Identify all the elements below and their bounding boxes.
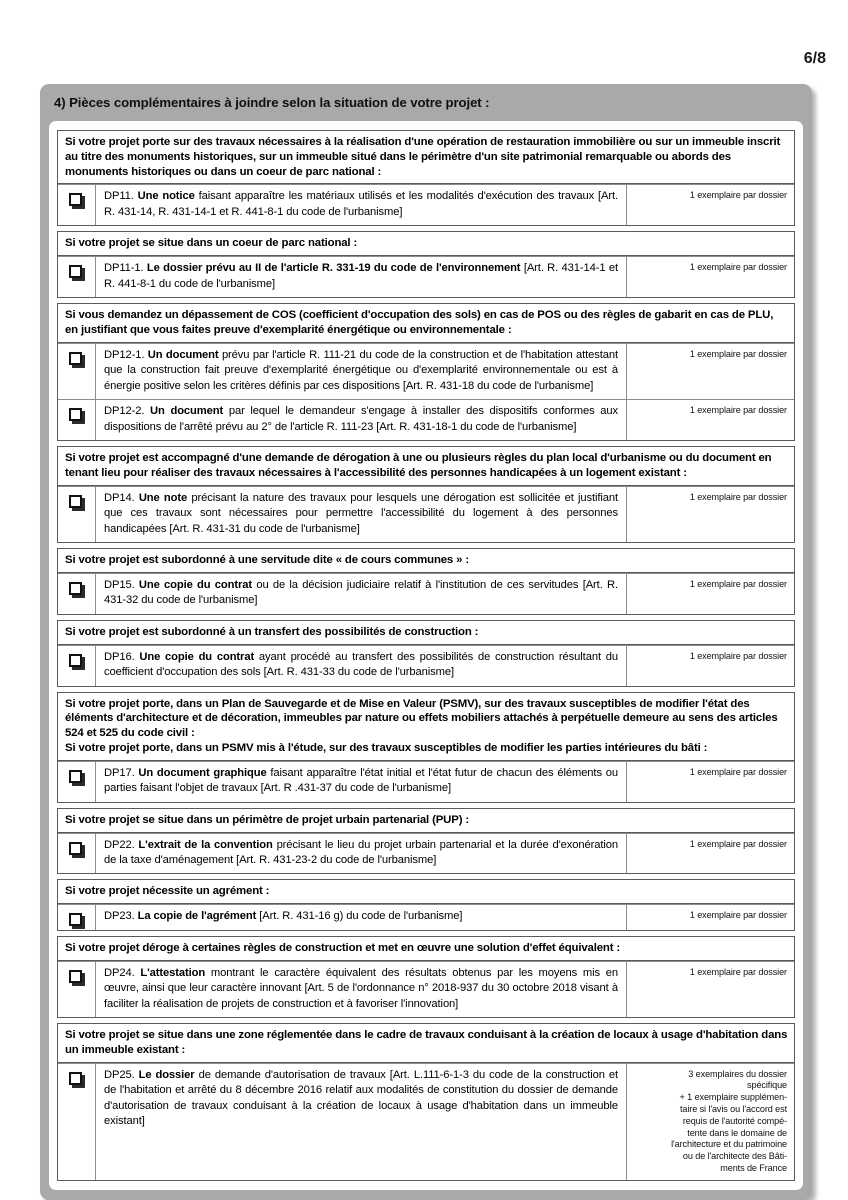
checkbox-cell[interactable] xyxy=(58,257,96,297)
requirement-description xyxy=(96,834,626,874)
groups-container xyxy=(57,130,795,1181)
requirement-group xyxy=(57,231,795,298)
table-row xyxy=(58,645,794,686)
group-condition-text: Si votre projet est accompagné d'une demande de dérogation à une ou plusieurs règles du plan local d'urbanisme ou du document en tenant lieu pour réaliser des travaux nécessaires à l'accessibilité des personnes handicapées à un logement existant : xyxy=(65,452,772,479)
group-condition-header xyxy=(58,621,794,645)
group-condition-text: Si votre projet déroge à certaines règles de construction et met en œuvre une solution d'effet équivalent : xyxy=(65,941,621,954)
checkbox-dp16[interactable] xyxy=(69,654,82,667)
checkbox-dp22[interactable] xyxy=(69,842,82,855)
checkbox-dp15[interactable] xyxy=(69,582,82,595)
requirement-title: La copie de l'agrément xyxy=(137,910,257,923)
checkbox-cell[interactable] xyxy=(58,834,96,874)
group-condition-header xyxy=(58,549,794,573)
requirement-title: Un document xyxy=(147,348,219,361)
table-row xyxy=(58,961,794,1017)
page-number: 6/8 xyxy=(803,50,826,67)
group-condition-header xyxy=(58,232,794,256)
copies-required-line: requis de l'autorité compé- xyxy=(682,1115,787,1126)
checkbox-dp14[interactable] xyxy=(69,495,82,508)
requirement-title: Une note xyxy=(138,491,188,504)
requirement-detail: ayant procédé au transfert des possibilités de construction résultant du coefficient d'occupation des sols [Art. R. 431-33 du code de l'urbanisme] xyxy=(104,650,618,679)
group-condition-text: Si votre projet est subordonné à un transfert des possibilités de construction : xyxy=(65,625,479,638)
requirement-description xyxy=(96,762,626,802)
copies-required-line: 1 exemplaire par dossier xyxy=(689,766,787,777)
requirement-detail: faisant apparaître les matériaux utilisés et les modalités d'exécution des travaux [Art. R. 431-14, R. 431-14-1 et R. 441-8-1 du code de l'urbanisme] xyxy=(104,190,618,218)
copies-required xyxy=(626,185,794,225)
table-row xyxy=(58,486,794,542)
group-condition-header xyxy=(58,693,794,761)
table-row xyxy=(58,399,794,440)
copies-required-line: 1 exemplaire par dossier xyxy=(689,578,787,589)
copies-required xyxy=(626,257,794,297)
copies-required-line: 1 exemplaire par dossier xyxy=(689,491,787,502)
checkbox-cell[interactable] xyxy=(58,1064,96,1180)
copies-required-line: 1 exemplaire par dossier xyxy=(689,838,787,849)
table-row xyxy=(58,904,794,929)
requirement-group xyxy=(57,303,795,441)
copies-required-line: taire si l'avis ou l'accord est xyxy=(679,1104,787,1115)
table-row xyxy=(58,343,794,399)
copies-required xyxy=(626,574,794,614)
checkbox-cell[interactable] xyxy=(58,762,96,802)
requirement-detail: [Art. R. 431-16 g) du code de l'urbanisme] xyxy=(259,910,463,923)
copies-required xyxy=(626,834,794,874)
requirement-title: Une copie du contrat xyxy=(139,650,255,663)
group-condition-header xyxy=(58,809,794,833)
requirement-code: DP11. xyxy=(104,190,134,203)
requirement-description xyxy=(96,344,626,399)
copies-required-line: ou de l'architecte des Bâti- xyxy=(682,1151,787,1162)
requirement-detail: [Art. R. 431-14-1 et R. 441-8-1 du code de l'urbanisme] xyxy=(104,262,619,290)
copies-required-line: 1 exemplaire par dossier xyxy=(689,910,787,921)
copies-required xyxy=(626,646,794,686)
table-row xyxy=(58,1063,794,1180)
requirement-detail: précisant la nature des travaux pour lesquels une dérogation est sollicitée et justifiant que ces travaux sont nécessaires pour permettre l'accessibilité du logement à des personnes handicapées [Art. R. 431-31 du code de l'urbanisme] xyxy=(104,491,619,535)
requirement-code: DP24. xyxy=(104,966,135,979)
copies-required xyxy=(626,762,794,802)
section-title: 4) Pièces complémentaires à joindre selon la situation de votre projet : xyxy=(54,95,490,110)
checkbox-cell[interactable] xyxy=(58,185,96,225)
requirement-detail: ou de la décision judiciaire relatif à l'institution de ces servitudes [Art. R. 431-32 du code de l'urbanisme] xyxy=(104,578,618,607)
requirement-code: DP16. xyxy=(104,650,135,663)
copies-required-line: 1 exemplaire par dossier xyxy=(689,966,787,977)
section-frame xyxy=(40,84,812,1200)
checkbox-dp11[interactable] xyxy=(69,193,82,206)
group-condition-header xyxy=(58,1024,794,1063)
requirement-description xyxy=(96,962,626,1017)
copies-required-line: ments de France xyxy=(720,1163,787,1174)
copies-required xyxy=(626,962,794,1017)
checkbox-cell[interactable] xyxy=(58,905,96,929)
requirement-description xyxy=(96,400,626,440)
checkbox-dp11-1[interactable] xyxy=(69,265,82,278)
checkbox-dp17[interactable] xyxy=(69,770,82,783)
requirement-group xyxy=(57,1023,795,1181)
copies-required-line: 1 exemplaire par dossier xyxy=(689,348,787,359)
copies-required-line: 1 exemplaire par dossier xyxy=(689,190,787,201)
group-condition-text-secondary: Si votre projet porte, dans un PSMV mis à l'étude, sur des travaux susceptibles de modifier les parties intérieures du bâti : xyxy=(65,742,708,755)
requirement-title: Le dossier prévu au II de l'article R. 331-19 du code de l'environnement xyxy=(146,262,521,275)
table-row xyxy=(58,761,794,802)
checkbox-dp25[interactable] xyxy=(69,1072,82,1085)
requirement-code: DP25. xyxy=(104,1068,135,1081)
checkbox-cell[interactable] xyxy=(58,962,96,1017)
copies-required-line: 1 exemplaire par dossier xyxy=(689,405,787,416)
group-condition-text: Si vous demandez un dépassement de COS (coefficient d'occupation des sols) en cas de POS ou des règles de gabarit en cas de PLU, en justifiant que vous faites preuve d'exemplarité énergétique ou environnementale : xyxy=(65,309,774,336)
requirement-title: L'attestation xyxy=(140,966,206,979)
requirement-group xyxy=(57,446,795,543)
group-condition-text: Si votre projet se situe dans une zone réglementée dans le cadre de travaux conduisant à la création de locaux à usage d'habitation dans un immeuble existant : xyxy=(65,1028,788,1056)
requirement-code: DP14. xyxy=(104,491,135,504)
copies-required-line: 1 exemplaire par dossier xyxy=(689,262,787,273)
requirement-description xyxy=(96,574,626,614)
requirement-detail: par lequel le demandeur s'engage à installer des dispositifs conformes aux dispositions de l'arrêté prévu au 2° de l'article R. 111-23 [Art. R. 431-18-1 du code de l'urbanisme] xyxy=(104,405,619,433)
requirement-detail: faisant apparaître l'état initial et l'état futur de chacun des éléments ou parties faisant l'objet de travaux [Art. R .431-37 du code de l'urbanisme] xyxy=(104,766,618,795)
requirement-description xyxy=(96,257,626,297)
requirement-description xyxy=(96,185,626,225)
requirement-description xyxy=(96,905,626,929)
requirement-title: Une copie du contrat xyxy=(138,578,253,591)
requirement-code: DP12-1. xyxy=(104,348,145,361)
requirement-title: Une notice xyxy=(137,190,195,203)
requirement-detail: de demande d'autorisation de travaux [Art. L.111-6-1-3 du code de la construction et de l'habitation et arrêté du 8 décembre 2016 relatif aux modalités de constitution du dossier de demande d'autorisation de travaux conduisant à la création de locaux à usage d'habitation dans un immeuble existant] xyxy=(104,1068,619,1127)
checkbox-cell[interactable] xyxy=(58,574,96,614)
requirement-description xyxy=(96,646,626,686)
group-condition-text: Si votre projet porte sur des travaux nécessaires à la réalisation d'une opération de restauration immobilière ou sur un immeuble inscrit au titre des monuments historiques, sur un immeuble situé dans le périmètre d'un site patrimonial remarquable ou abords des monuments historiques ou dans un coeur de parc national : xyxy=(65,136,781,178)
requirement-detail: montrant le caractère équivalent des résultats obtenus par les moyens mis en œuvre, ainsi que leur caractère innovant [Art. 5 de l'ordonnance n° 2018-937 du 30 octobre 2018 visant à faciliter la réalisation de projets de construction et à favoriser l'innovation] xyxy=(104,966,618,1010)
requirement-group xyxy=(57,620,795,687)
group-condition-header xyxy=(58,131,794,184)
checkbox-cell[interactable] xyxy=(58,344,96,399)
requirement-detail: précisant le lieu du projet urbain partenarial et la durée d'exonération de la taxe d'aménagement [Art. R. 431-23-2 du code de l'urbanisme] xyxy=(104,838,618,867)
requirement-title: Le dossier xyxy=(138,1068,195,1081)
checkbox-dp12-2[interactable] xyxy=(69,408,82,421)
requirement-title: Un document graphique xyxy=(138,766,267,779)
requirement-code: DP17. xyxy=(104,766,135,779)
table-row xyxy=(58,833,794,874)
group-condition-text: Si votre projet est subordonné à une servitude dite « de cours communes » : xyxy=(65,554,469,567)
copies-required xyxy=(626,344,794,399)
table-row xyxy=(58,184,794,225)
requirement-group xyxy=(57,808,795,875)
group-condition-header xyxy=(58,937,794,961)
requirement-code: DP15. xyxy=(104,578,135,591)
copies-required-line: + 1 exemplaire supplémen- xyxy=(679,1092,787,1103)
copies-required-line: 3 exemplaires du dossier xyxy=(688,1068,787,1079)
table-row xyxy=(58,256,794,297)
requirement-group xyxy=(57,548,795,615)
requirement-title: Un document xyxy=(150,405,224,418)
requirement-title: L'extrait de la convention xyxy=(138,838,273,851)
group-condition-header xyxy=(58,880,794,904)
group-condition-text: Si votre projet se situe dans un coeur de parc national : xyxy=(65,237,358,250)
copies-required xyxy=(626,905,794,929)
requirement-group xyxy=(57,879,795,930)
copies-required-line: l'architecture et du patrimoine xyxy=(671,1139,787,1150)
group-condition-text: Si votre projet se situe dans un périmètre de projet urbain partenarial (PUP) : xyxy=(65,813,470,826)
group-condition-header xyxy=(58,304,794,343)
copies-required-line: spécifique xyxy=(747,1080,787,1091)
copies-required xyxy=(626,1064,794,1180)
requirement-code: DP23. xyxy=(104,910,135,923)
checkbox-cell[interactable] xyxy=(58,646,96,686)
requirement-code: DP22. xyxy=(104,838,135,851)
copies-required-line: tente dans le domaine de xyxy=(687,1127,787,1138)
requirement-code: DP12-2. xyxy=(104,405,145,418)
group-condition-text: Si votre projet nécessite un agrément : xyxy=(65,885,270,898)
checkbox-dp24[interactable] xyxy=(69,970,82,983)
checkbox-dp12-1[interactable] xyxy=(69,352,82,365)
group-condition-text: Si votre projet porte, dans un Plan de Sauvegarde et de Mise en Valeur (PSMV), sur des travaux susceptibles de modifier l'état des éléments d'architecture et de décoration, immeubles par nature ou effets mobiliers attachés à perpétuelle demeure au sens des articles 524 et 525 du code civil : xyxy=(65,697,778,740)
copies-required xyxy=(626,487,794,542)
pieces-list-panel xyxy=(49,121,803,1190)
requirement-group xyxy=(57,692,795,803)
requirement-group xyxy=(57,130,795,226)
requirement-detail: prévu par l'article R. 111-21 du code de la construction et de l'habitation attestant que la construction fait preuve d'exemplarité énergétique ou d'exemplarité environnementale ou est à énergie positive selon les critères définis par ces dispositions [Art. R. 431-18 du code de l'urbanisme] xyxy=(104,348,618,392)
checkbox-cell[interactable] xyxy=(58,487,96,542)
requirement-description xyxy=(96,1064,626,1180)
copies-required-line: 1 exemplaire par dossier xyxy=(689,650,787,661)
requirement-description xyxy=(96,487,626,542)
copies-required xyxy=(626,400,794,440)
checkbox-cell[interactable] xyxy=(58,400,96,440)
requirement-group xyxy=(57,936,795,1018)
group-condition-header xyxy=(58,447,794,486)
requirement-code: DP11-1. xyxy=(104,262,144,275)
table-row xyxy=(58,573,794,614)
checkbox-dp23[interactable] xyxy=(69,913,82,926)
